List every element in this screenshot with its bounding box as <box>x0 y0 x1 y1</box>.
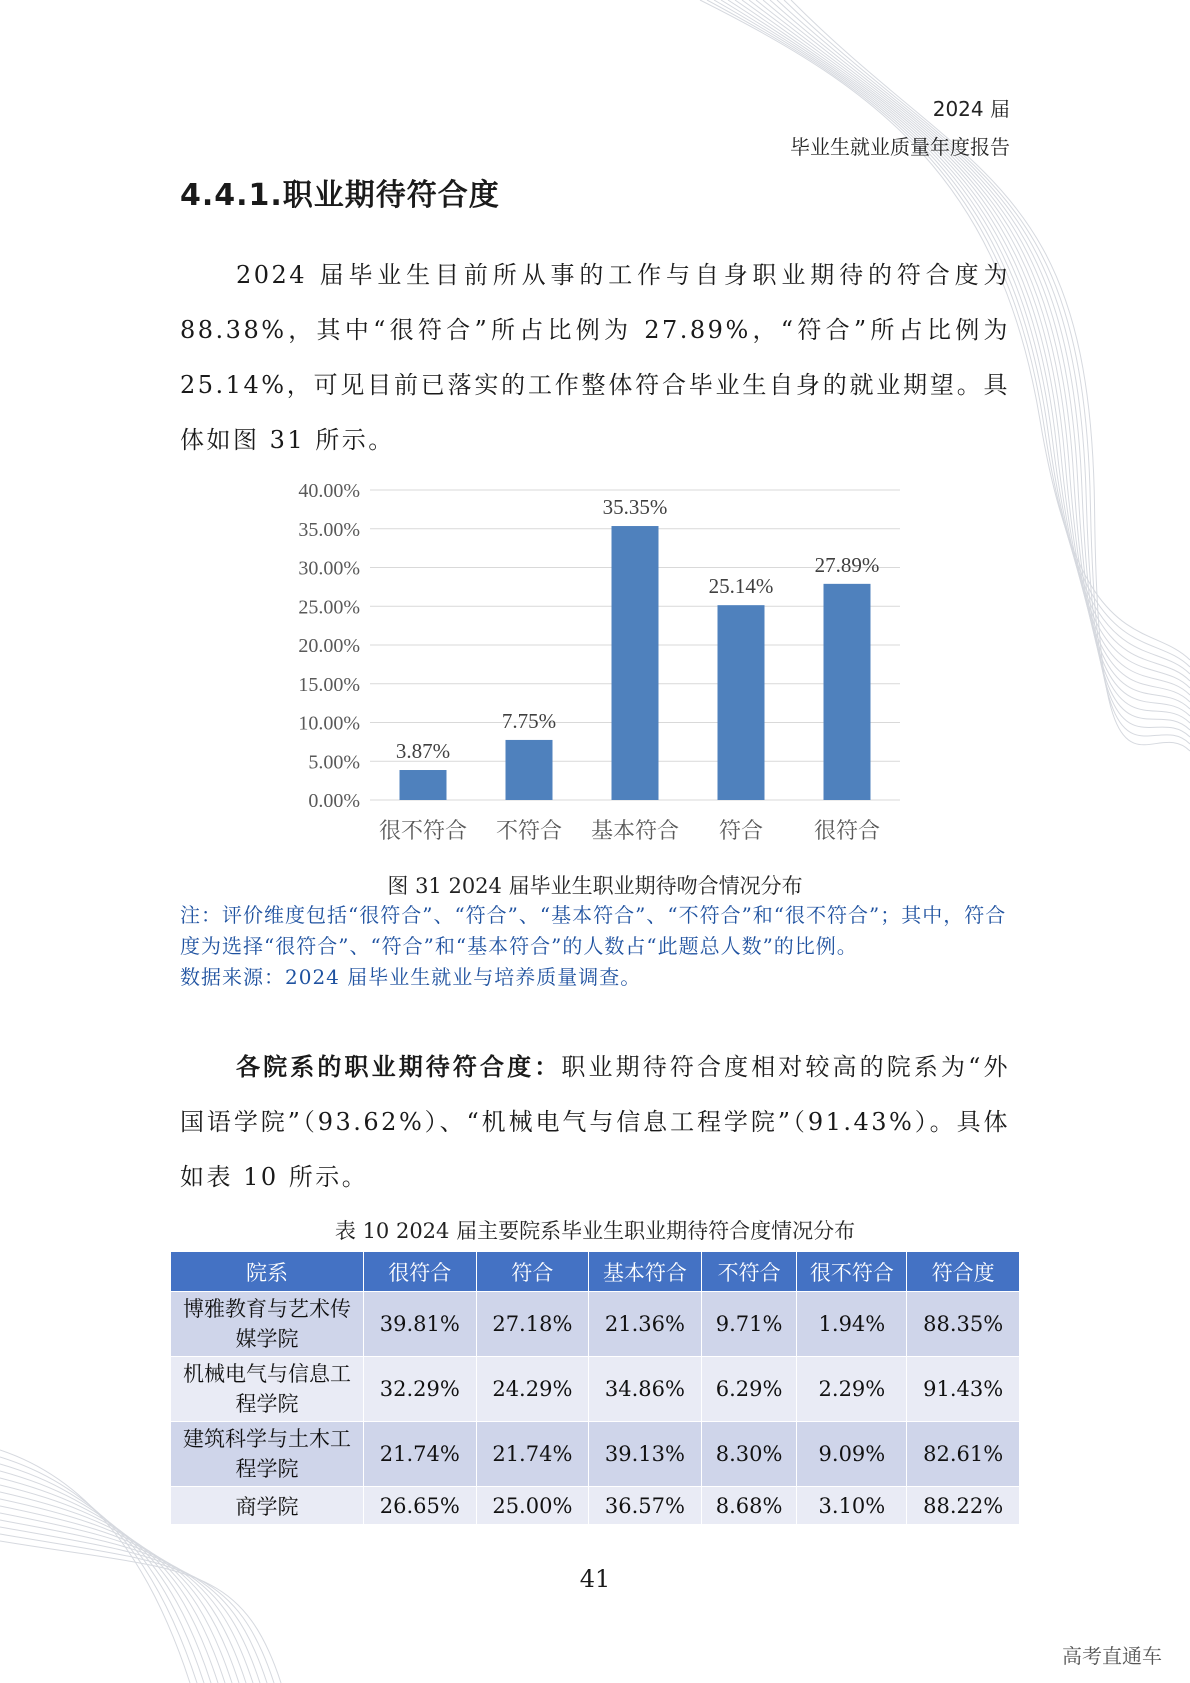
table-row <box>171 1357 1020 1422</box>
page-number: 41 <box>579 1565 611 1593</box>
header-year: 2024 届 <box>932 97 1010 121</box>
cell-value: 39.81% <box>364 1292 477 1357</box>
chart-note <box>180 900 1010 993</box>
y-tick-label: 0.00% <box>308 790 360 812</box>
y-tick-label: 40.00% <box>298 480 360 502</box>
department-paragraph-text: 职业期待符合度相对较高的院系为“外国语学院”（93.62%）、“机械电气与信息工程学院”（91.43%）。具体如表 10 所示。 <box>180 1053 1010 1191</box>
y-tick-label: 35.00% <box>298 518 360 541</box>
bar <box>506 740 553 800</box>
x-tick-label: 很不符合 <box>378 819 468 844</box>
cell-value: 88.22% <box>907 1487 1020 1525</box>
y-tick-label: 15.00% <box>298 673 360 696</box>
data-label: 35.35% <box>602 495 668 520</box>
cell-value: 39.13% <box>589 1422 702 1487</box>
col-header-match-rate: 符合度 <box>907 1252 1020 1292</box>
cell-value: 26.65% <box>364 1487 477 1525</box>
col-header-basic-match: 基本符合 <box>589 1252 702 1292</box>
table-row <box>171 1292 1020 1357</box>
cell-value: 9.09% <box>797 1422 907 1487</box>
department-table <box>170 1251 1020 1525</box>
y-tick-label: 25.00% <box>298 596 360 619</box>
data-label: 3.87% <box>395 739 451 764</box>
cell-value: 6.29% <box>701 1357 797 1422</box>
x-tick-label: 很符合 <box>813 819 881 844</box>
cell-value: 36.57% <box>589 1487 702 1525</box>
cell-value: 21.74% <box>476 1422 589 1487</box>
data-label: 27.89% <box>814 552 880 577</box>
cell-department: 博雅教育与艺术传媒学院 <box>171 1292 364 1357</box>
cell-value: 8.30% <box>701 1422 797 1487</box>
table-caption: 表 10 2024 届主要院系毕业生职业期待符合度情况分布 <box>334 1219 856 1243</box>
col-header-not-match: 不符合 <box>701 1252 797 1292</box>
cell-department: 商学院 <box>171 1487 364 1525</box>
cell-value: 3.10% <box>797 1487 907 1525</box>
department-paragraph-lead: 各院系的职业期待符合度： <box>236 1053 562 1081</box>
x-tick-label: 基本符合 <box>590 819 680 844</box>
cell-value: 21.36% <box>589 1292 702 1357</box>
cell-value: 8.68% <box>701 1487 797 1525</box>
col-header-very-match: 很符合 <box>364 1252 477 1292</box>
y-tick-label: 20.00% <box>298 635 360 657</box>
y-tick-label: 30.00% <box>298 557 360 580</box>
col-header-department: 院系 <box>171 1252 364 1292</box>
note-source: 数据来源：2024 届毕业生就业与培养质量调查。 <box>180 965 642 989</box>
bar <box>718 605 765 800</box>
col-header-match: 符合 <box>476 1252 589 1292</box>
bar <box>400 770 447 800</box>
cell-department: 机械电气与信息工程学院 <box>171 1357 364 1422</box>
bar-chart <box>270 470 910 860</box>
cell-value: 91.43% <box>907 1357 1020 1422</box>
section-title: 4.4.1.职业期待符合度 <box>180 178 500 213</box>
cell-value: 2.29% <box>797 1357 907 1422</box>
table-row <box>171 1422 1020 1487</box>
cell-value: 1.94% <box>797 1292 907 1357</box>
page-header <box>790 90 1010 166</box>
cell-value: 32.29% <box>364 1357 477 1422</box>
y-tick-label: 10.00% <box>298 712 360 735</box>
cell-value: 88.35% <box>907 1292 1020 1357</box>
cell-value: 82.61% <box>907 1422 1020 1487</box>
bar <box>612 526 659 800</box>
header-report-title: 毕业生就业质量年度报告 <box>790 135 1010 159</box>
table-header-row <box>171 1252 1020 1292</box>
cell-value: 25.00% <box>476 1487 589 1525</box>
cell-value: 9.71% <box>701 1292 797 1357</box>
cell-value: 27.18% <box>476 1292 589 1357</box>
x-tick-label: 不符合 <box>495 819 563 844</box>
data-label: 25.14% <box>708 574 774 599</box>
department-paragraph <box>180 1040 1010 1205</box>
watermark: 高考直通车 <box>1062 1644 1162 1668</box>
y-tick-label: 5.00% <box>308 751 360 774</box>
table-row <box>171 1487 1020 1525</box>
cell-value: 34.86% <box>589 1357 702 1422</box>
data-label: 7.75% <box>501 708 557 733</box>
intro-paragraph: 2024 届毕业生目前所从事的工作与自身职业期待的符合度为 88.38%，其中“很符合”所占比例为 27.89%，“符合”所占比例为 25.14%，可见目前已落实的工作整体符合毕业生自身的就业期望。具体如图 31 所示。 <box>180 261 1010 454</box>
figure-caption: 图 31 2024 届毕业生职业期待吻合情况分布 <box>387 874 803 898</box>
x-tick-label: 符合 <box>718 819 764 844</box>
cell-department: 建筑科学与土木工程学院 <box>171 1422 364 1487</box>
note-definition: 注：评价维度包括“很符合”、“符合”、“基本符合”、“不符合”和“很不符合”；其中，符合度为选择“很符合”、“符合”和“基本符合”的人数占“此题总人数”的比例。 <box>180 903 1007 958</box>
cell-value: 21.74% <box>364 1422 477 1487</box>
cell-value: 24.29% <box>476 1357 589 1422</box>
bar <box>824 584 871 800</box>
col-header-very-not-match: 很不符合 <box>797 1252 907 1292</box>
